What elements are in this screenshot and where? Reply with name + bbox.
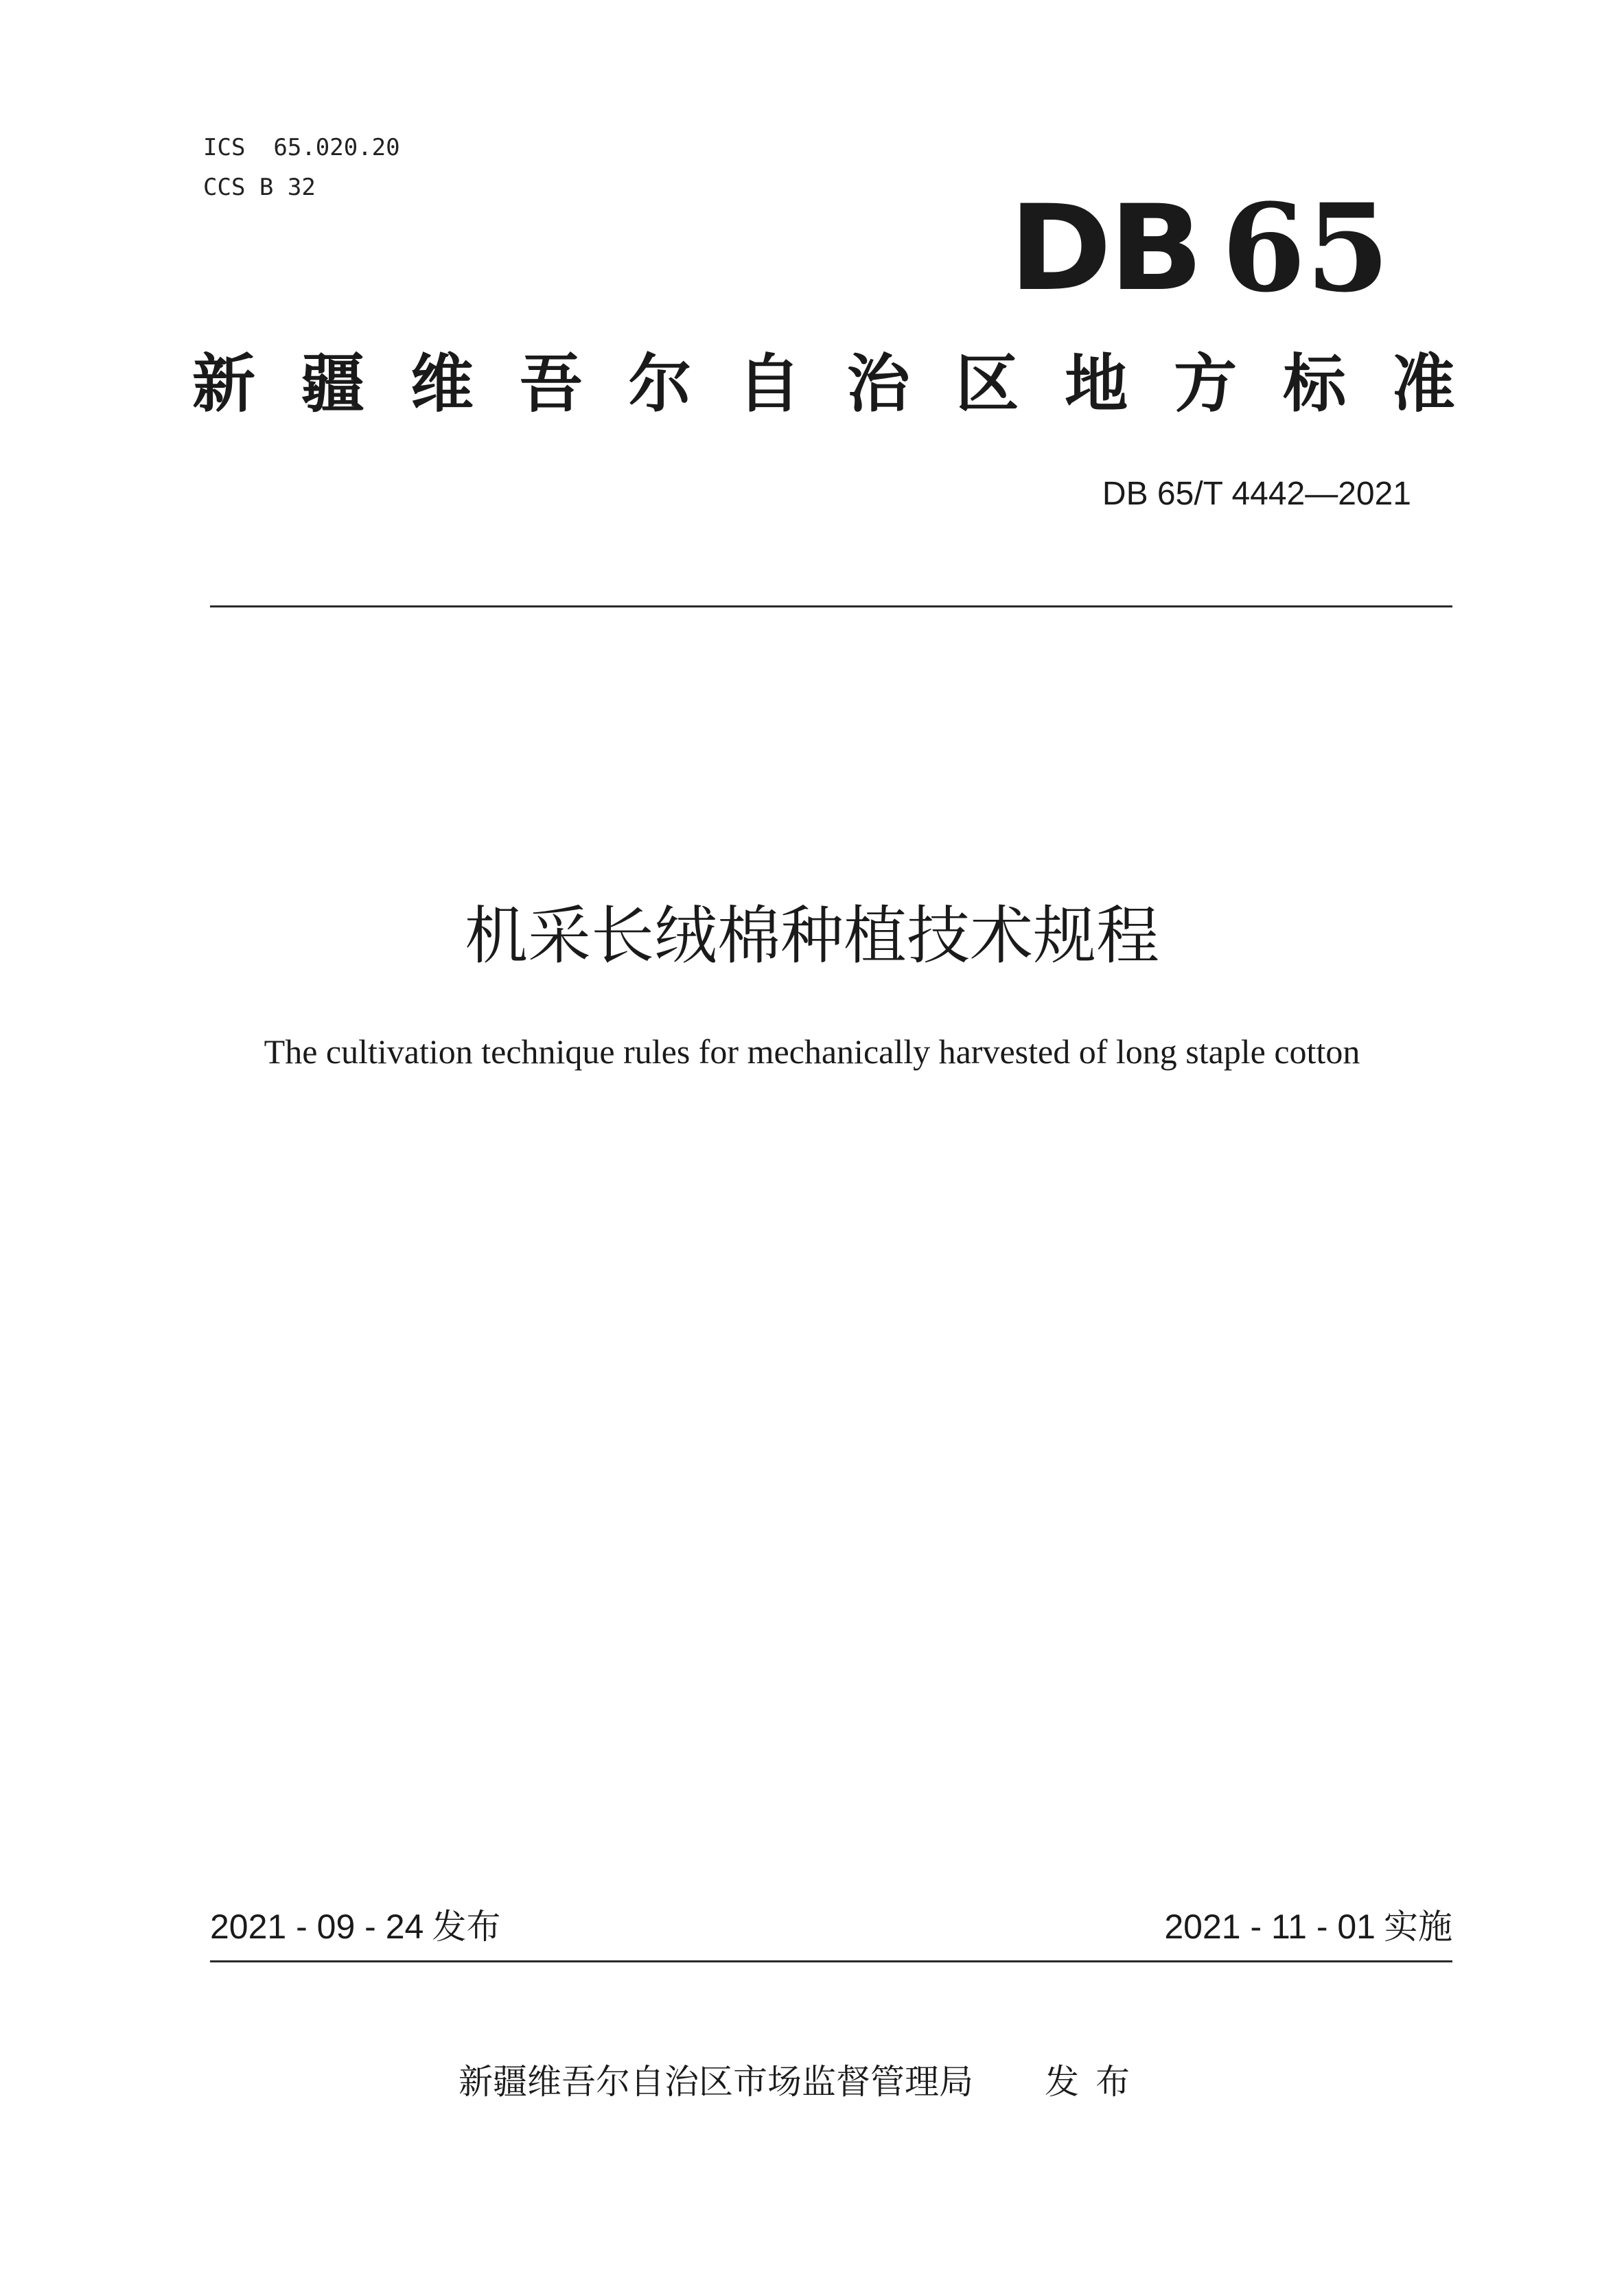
- implement-label: 实施: [1384, 1907, 1452, 1947]
- issuer-title-char: 吾: [519, 347, 583, 421]
- publisher-line: [459, 2059, 1146, 2104]
- db65-logo: [1009, 177, 1390, 319]
- issuer-title-char: 维: [410, 347, 474, 421]
- publish-label: 发布: [432, 1907, 501, 1947]
- ccs-value: B 32: [259, 174, 316, 201]
- implement-date: [1164, 1904, 1452, 1949]
- bottom-divider: [210, 1960, 1452, 1962]
- ccs-code-row: [203, 167, 400, 207]
- classification-codes: [203, 128, 400, 207]
- top-divider: [210, 605, 1452, 607]
- logo-number: 65: [1221, 177, 1390, 319]
- ics-value: 65.020.20: [273, 134, 400, 161]
- standard-number: DB 65/T 4442—2021: [1102, 476, 1411, 512]
- publisher-name: 新疆维吾尔自治区市场监督管理局: [459, 2062, 973, 2102]
- publish-date: [210, 1904, 500, 1949]
- implement-date-value: 2021 - 11 - 01: [1164, 1907, 1376, 1946]
- issuer-title-char: 方: [1174, 347, 1238, 421]
- issuer-title-char: 自: [737, 347, 801, 421]
- issuer-title-char: 新: [192, 347, 256, 421]
- issuer-title-char: 准: [1391, 347, 1455, 421]
- publish-date-value: 2021 - 09 - 24: [210, 1907, 424, 1946]
- issuer-title-char: 地: [1065, 347, 1128, 421]
- ics-label: ICS: [203, 134, 246, 161]
- ics-code-row: [203, 128, 400, 167]
- ccs-label: CCS: [203, 174, 246, 201]
- issuer-title-char: 疆: [301, 347, 364, 421]
- issuer-title-char: 标: [1283, 347, 1347, 421]
- publisher-action: 发布: [1045, 2062, 1146, 2102]
- title-english: The cultivation technique rules for mechanically harvested of long staple cotton: [264, 1032, 1360, 1071]
- issuer-title-char: 治: [846, 347, 910, 421]
- title-chinese: 机采长绒棉种植技术规程: [464, 899, 1159, 973]
- issuer-title-char: 区: [955, 347, 1019, 421]
- issuer-title-char: 尔: [628, 347, 692, 421]
- issuer-title: [192, 343, 1455, 426]
- logo-mark: DB: [1009, 179, 1201, 317]
